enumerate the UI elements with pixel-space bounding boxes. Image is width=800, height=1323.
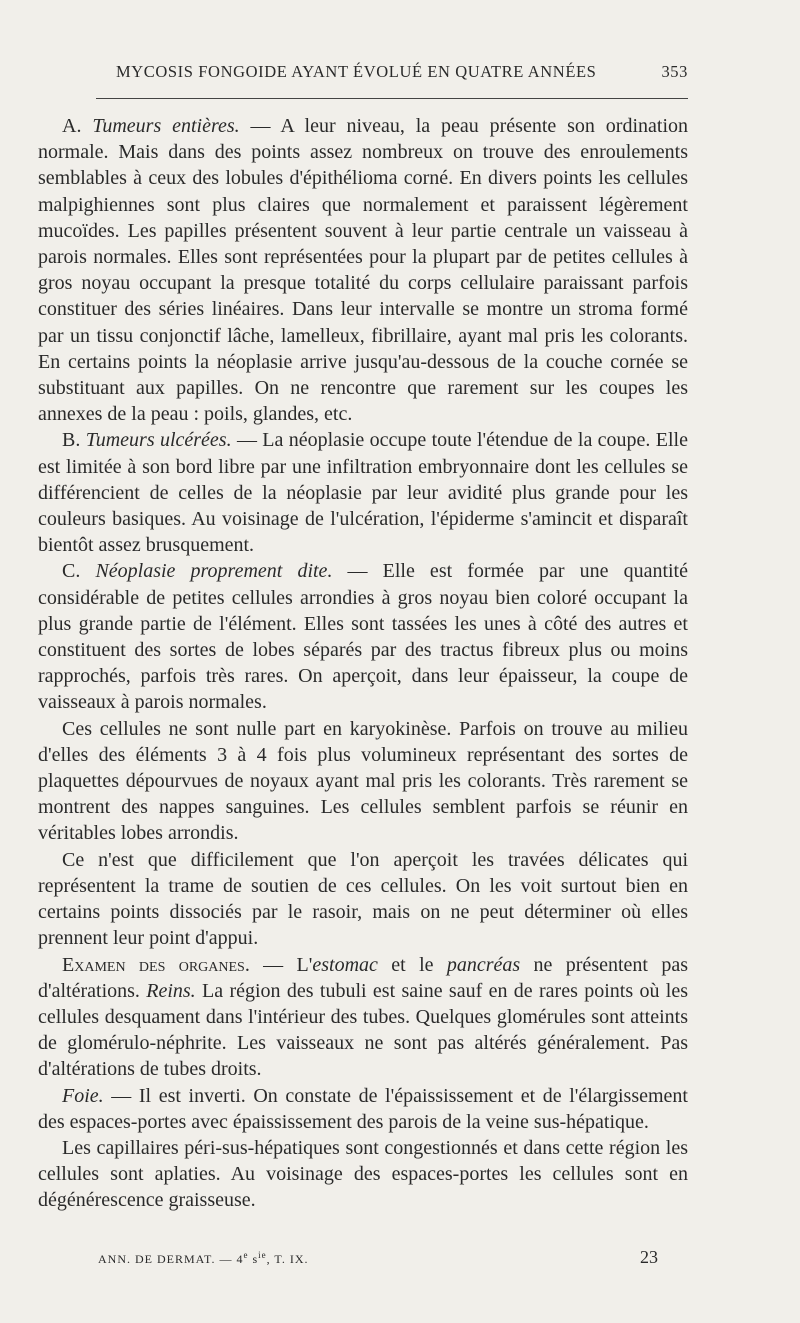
organ-estomac: estomac — [312, 953, 378, 976]
page-footer — [98, 1247, 658, 1268]
body-text — [38, 113, 688, 1214]
paragraph-text: — Il est inverti. On constate de l'épaississement et de l'élargissement des espaces-portes avec épaississement des parois de la veine sus-hépatique. — [38, 1084, 688, 1133]
paragraph-text: — L' — [249, 953, 313, 976]
organ-reins: Reins. — [146, 979, 196, 1002]
page-number: 353 — [661, 62, 688, 81]
section-label: A. — [62, 115, 82, 137]
signature-number: 23 — [640, 1247, 658, 1267]
section-label: B. — [62, 429, 81, 452]
paragraph-tumeurs-ulcerees — [38, 427, 688, 558]
paragraph-text: — Elle est formée par une quantité considérable de petites cellules arrondies à gros noyau bien coloré occupant la plus grande partie de l'élément. Elles sont tassées les unes à côté des autres et constituent des sortes de lobes séparés par des tractus fibreux plus ou moins rapprochés, parfois très rares. On aperçoit, dans leur épaisseur, la coupe de vaisseaux à parois normales. — [38, 560, 688, 714]
running-head-title: MYCOSIS FONGOIDE AYANT ÉVOLUÉ EN QUATRE ANNÉES — [116, 62, 597, 81]
paragraph-text: La région des tubuli est saine sauf en de rares points où les cellules desquament dans l'intérieur des tubes. Quelques glomérules sont atteints de glomérulo-néphrite. Les vaisseaux ne sont pas altérés généralement. Pas d'altérations de tubes droits. — [38, 979, 689, 1081]
signature-mark — [98, 1250, 309, 1267]
paragraph-neoplasie — [38, 558, 688, 715]
signature-text: s — [248, 1252, 259, 1266]
signature-text: , T. IX. — [266, 1252, 309, 1266]
signature-sup: ie — [258, 1250, 267, 1260]
section-title: Néoplasie proprement dite. — [95, 560, 333, 583]
section-title: Examen des organes. — [62, 953, 250, 976]
running-header — [38, 62, 688, 82]
paragraph-capillaires — [38, 1135, 688, 1214]
paragraph-karyokinese — [38, 716, 688, 847]
paragraph-tumeurs-entieres — [38, 113, 688, 427]
paragraph-text: ne présentent pas d'altérations. — [38, 953, 688, 1002]
section-label: C. — [62, 560, 81, 583]
paragraph-examen-organes — [38, 952, 688, 1083]
signature-text: ANN. DE DERMAT. — 4 — [98, 1252, 244, 1266]
signature-sup: e — [243, 1250, 249, 1260]
paragraph-text: — La néoplasie occupe toute l'étendue de la coupe. Elle est limitée à son bord libre par une infiltration embryonnaire dont les cellules se différencient de celles de la néoplasie par leur avidité plus grande pour les couleurs basiques. Au voisinage de l'ulcération, l'épiderme s'amincit et disparaît bientôt assez brusquement. — [38, 429, 688, 557]
paragraph-text: Ce n'est que difficilement que l'on aperçoit les travées délicates qui représentent la trame de soutien de ces cellules. On les voit surtout bien en certains points dissociés par le rasoir, mais on ne peut déterminer où elles prennent leur point d'appui. — [38, 848, 688, 950]
header-rule — [96, 98, 688, 99]
paragraph-text: et le — [377, 953, 447, 976]
section-title: Tumeurs ulcérées. — [85, 429, 232, 452]
paragraph-text: — A leur niveau, la peau présente son ordination normale. Mais dans des points assez nombreux on trouve des enroulements semblables à ceux des lobules d'épithélioma corné. En divers points les cellules malpighiennes sont plus claires que normalement et paraissent légèrement mucoïdes. Les papilles présentent souvent à leur partie centrale un vaisseau à parois normales. Elles sont représentées pour la plupart par de petites cellules à gros noyau occupant la presque totalité du corps cellulaire paraissant parfois constituer des séries linéaires. Dans leur intervalle se montre un stroma formé par un tissu conjonctif lâche, lamelleux, fibrillaire, ayant mal pris les colorants. En certains points la néoplasie arrive jusqu'au-dessous de la couche cornée se substituant aux papilles. On ne rencontre que rarement sur les coupes les annexes de la peau : poils, glandes, etc. — [38, 115, 688, 426]
section-title: Foie. — [62, 1084, 104, 1107]
section-title: Tumeurs entières. — [92, 115, 240, 137]
paragraph-text: Les capillaires péri-sus-hépatiques sont congestionnés et dans cette région les cellules sont aplaties. Au voisinage des espaces-portes les cellules sont en dégénérescence graisseuse. — [38, 1136, 688, 1212]
paragraph-foie — [38, 1083, 688, 1135]
organ-pancreas: pancréas — [446, 953, 521, 976]
paragraph-travees — [38, 847, 688, 952]
paragraph-text: Ces cellules ne sont nulle part en karyokinèse. Parfois on trouve au milieu d'elles des éléments 3 à 4 fois plus volumineux représentant des sortes de plaquettes dépourvues de noyaux ayant mal pris les colorants. Très rarement se montrent des nappes sanguines. Les cellules semblent parfois se réunir en véritables lobes arrondis. — [38, 717, 688, 845]
